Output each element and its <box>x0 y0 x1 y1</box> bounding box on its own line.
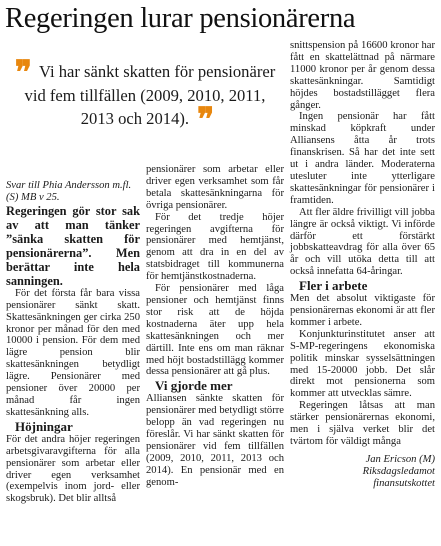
lede: Regeringen gör stor sak av att man tänker ”sänka skatten för pensionärerna”. Men berättar inte hela sanningen. <box>6 203 140 288</box>
body-paragraph: För det första får bara vissa pensionärer sänkt skatt. Skattesänkningen ger cirka 250 kronor per månad för den med 10000 i pension. För dem med lägre pension blir skattesänkningen betydligt lägre. Pensionärer med pensioner över 20000 per månad får ingen skattesänkning alls. <box>6 287 140 418</box>
body-paragraph: Att fler äldre frivilligt vill jobba längre är också viktigt. Vi införde därför ett förstärkt jobbskatteavdrag för alla över 65 år och vill utöka detta till att också innefatta 64-åringar. <box>290 206 435 278</box>
subhead-vi-gjorde-mer: Vi gjorde mer <box>155 378 233 394</box>
body-paragraph: För det tredje höjer regeringen avgifterna för pensionärer med hemtjänst, genom att dra in en del av statsbidraget till kommunerna för hemtjänstkostnaderna. <box>146 211 284 283</box>
body-paragraph: Men det absolut viktigaste för pensionärernas ekonomi är att fler kommer i arbete. <box>290 293 435 328</box>
subhead-fler-i-arbete: Fler i arbete <box>299 278 368 294</box>
body-paragraph: snittspension på 16600 kronor har fått en skattelättnad på närmare 11000 kronor per år genom dessa skattesänkningar. Samtidigt höjdes bostadstillägget flera gånger. <box>290 40 435 111</box>
column-1 <box>6 180 140 505</box>
pull-quote-text: Vi har sänkt skatten för pensionärer vid fem tillfällen (2009, 2010, 2011, 2013 och 2014). <box>24 62 276 129</box>
column-2 <box>146 164 284 489</box>
body-paragraph: Konjunkturinstitutet anser att S-MP-regeringens ekonomiska politik minskar sysselsättningen med 15-20000 jobb. Det slår direkt mot pensionerna som kommer att utvecklas sämre. <box>290 328 435 400</box>
pull-quote <box>6 54 284 138</box>
body-paragraph: Regeringen låtsas att man stärker pensionärernas ekonomi, men i själva verket blir det tvärtom för väldigt många <box>290 400 435 447</box>
headline: Regeringen lurar pensionärerna <box>5 3 356 34</box>
body-paragraph: pensionärer som arbetar eller driver egen verksamhet som får betala skattesänkningarna för övriga pensionärer. <box>146 164 284 211</box>
byline: Svar till Phia Andersson m.fl. (S) MB v 25. <box>6 180 132 203</box>
body-paragraph: För det andra höjer regeringen arbetsgivaravgifterna för alla pensionärer som arbetar eller driver egen verksamhet (exempelvis inom jord- eller skogsbruk). Det blir alltså <box>6 433 140 505</box>
open-quote-icon: ❞ <box>14 54 27 90</box>
subhead-hojningar: Höjningar <box>15 418 73 434</box>
author-title: Riksdagsledamot <box>362 465 435 477</box>
body-paragraph: Ingen pensionär har fått minskad köpkraft under Alliansens åtta år trots finanskrisen. Så har det inte sett ut i andra länder. Moderaterna utesluter inte ytterligare skattesänkningar för pensionärer i framtiden. <box>290 111 435 206</box>
body-paragraph: För pensionärer med låga pensioner och hemtjänst finns stor risk att de höjda kostnaderna äter upp hela skattesänkningen och mer därtill. Inte ens om man räknar med höjt bostadstillägg kommer dessa pensionärer att gå plus. <box>146 283 284 378</box>
signature <box>290 454 435 490</box>
column-3 <box>290 40 435 490</box>
body-paragraph: Alliansen sänkte skatten för pensionärer med betydligt större belopp än vad regeringen nu föreslår. Vi har sänkt skatten för pensionärer vid fem tillfällen (2009, 2010, 2011, 2013 och 2014). En pensionär med en genom- <box>146 393 284 488</box>
close-quote-icon: ❞ <box>197 101 210 138</box>
author-committee: finansutskottet <box>373 477 435 489</box>
author-name: Jan Ericson (M) <box>365 453 435 465</box>
